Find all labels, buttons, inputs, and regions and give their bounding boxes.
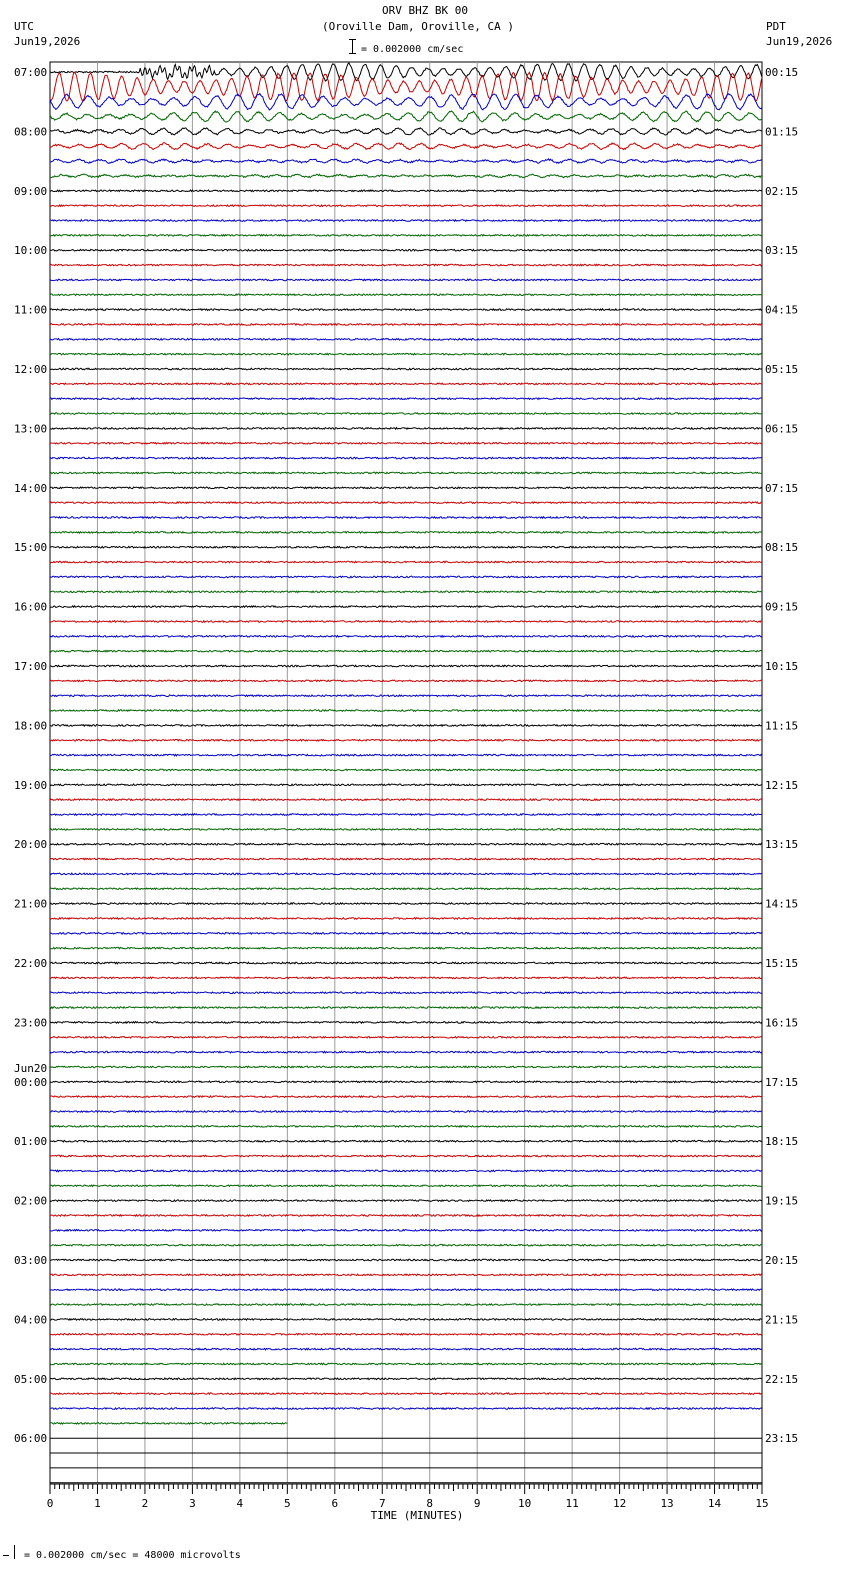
trace-row (50, 472, 762, 474)
pdt-hour-label: 02:15 (765, 184, 799, 198)
trace-row (50, 502, 762, 504)
right-date: Jun19,2026 (766, 35, 833, 48)
x-tick-label: 8 (426, 1497, 434, 1510)
trace-row (50, 413, 762, 415)
utc-hour-label: 15:00 (14, 541, 48, 555)
trace-row (50, 1155, 762, 1157)
pdt-hour-label: 16:15 (765, 1016, 799, 1030)
pdt-hour-label: 00:15 (765, 66, 799, 79)
trace-row (50, 1230, 762, 1232)
utc-hour-label: 06:00 (14, 1432, 48, 1446)
utc-hour-label: 21:00 (14, 897, 48, 911)
trace-row (50, 1066, 762, 1068)
utc-hour-label: 07:00 (14, 66, 48, 79)
utc-hour-label: 09:00 (14, 184, 48, 198)
trace-row (50, 111, 762, 122)
trace-row (50, 1170, 762, 1172)
trace-row (50, 1289, 762, 1291)
trace-row (50, 933, 762, 935)
trace-row (50, 1423, 287, 1425)
utc-hour-label: 11:00 (14, 303, 48, 317)
trace-row (50, 1051, 762, 1053)
trace-row (50, 829, 762, 831)
trace-row (50, 443, 762, 445)
utc-hour-label: 08:00 (14, 125, 48, 139)
trace-row (50, 1304, 762, 1306)
pdt-hour-label: 04:15 (765, 303, 799, 317)
x-tick-label: 10 (518, 1497, 532, 1510)
trace-row (50, 650, 762, 652)
trace-row (50, 143, 762, 150)
footer-scale-icon (14, 1545, 15, 1559)
trace-row (50, 947, 762, 949)
trace-row (50, 784, 762, 786)
x-tick-label: 12 (612, 1497, 627, 1510)
scale-text: = 0.002000 cm/sec (361, 44, 464, 55)
trace-row (50, 1007, 762, 1009)
trace-row (50, 992, 762, 994)
trace-row (50, 457, 762, 459)
trace-row (50, 309, 762, 311)
trace-row (50, 1185, 762, 1187)
trace-row (50, 339, 762, 341)
pdt-hour-label: 05:15 (765, 363, 799, 376)
x-tick-label: 14 (707, 1497, 722, 1510)
x-tick-label: 5 (284, 1497, 291, 1510)
pdt-hour-label: 22:15 (765, 1372, 799, 1386)
pdt-hour-label: 17:15 (765, 1075, 799, 1089)
trace-row (50, 814, 762, 816)
station-location: (Oroville Dam, Oroville, CA ) (321, 20, 515, 33)
trace-row (50, 294, 762, 296)
trace-row (50, 1140, 762, 1142)
utc-hour-label: 22:00 (14, 957, 48, 970)
trace-row (50, 517, 762, 519)
trace-row (50, 754, 762, 756)
x-axis-label: TIME (MINUTES) (370, 1509, 464, 1522)
left-timezone: UTC (14, 20, 34, 33)
trace-row (50, 383, 762, 385)
trace-row (50, 843, 762, 845)
trace-row (50, 190, 762, 192)
pdt-hour-label: 23:15 (765, 1432, 799, 1446)
pdt-hour-label: 19:15 (765, 1194, 799, 1208)
trace-row (50, 63, 762, 81)
utc-hour-label: 18:00 (14, 719, 48, 733)
footer-scale-note: = 0.002000 cm/sec = 48000 microvolts (24, 1550, 241, 1561)
x-tick-label: 13 (660, 1497, 674, 1510)
x-tick-label: 3 (189, 1497, 196, 1510)
trace-row (50, 680, 762, 682)
utc-hour-label: 16:00 (14, 600, 48, 614)
trace-row (50, 977, 762, 979)
plot-frame (50, 62, 762, 1484)
x-tick-label: 2 (141, 1497, 149, 1510)
x-tick-label: 1 (94, 1497, 101, 1510)
utc-hour-label: 19:00 (14, 778, 48, 792)
trace-row (50, 128, 762, 135)
pdt-hour-label: 09:15 (765, 600, 799, 614)
x-tick-label: 4 (236, 1497, 244, 1510)
pdt-hour-label: 14:15 (765, 897, 799, 911)
pdt-hour-label: 07:15 (765, 481, 799, 495)
trace-row (50, 606, 762, 608)
trace-row (50, 665, 762, 667)
pdt-hour-label: 08:15 (765, 541, 799, 555)
trace-row (50, 621, 762, 623)
trace-row (50, 1096, 762, 1098)
trace-row (50, 353, 762, 355)
trace-row (50, 264, 762, 266)
trace-row (50, 279, 762, 281)
trace-row (50, 888, 762, 890)
trace-row (50, 1348, 762, 1350)
trace-row (50, 1319, 762, 1321)
trace-row (50, 918, 762, 920)
trace-row (50, 205, 762, 207)
trace-row (50, 591, 762, 593)
trace-row (50, 1274, 762, 1276)
trace-row (50, 740, 762, 742)
trace-row (50, 636, 762, 638)
trace-row (50, 1200, 762, 1202)
utc-hour-label: 20:00 (14, 838, 48, 852)
right-timezone: PDT (766, 20, 786, 33)
trace-row (50, 710, 762, 712)
utc-hour-label: 12:00 (14, 363, 48, 376)
pdt-hour-label: 03:15 (765, 244, 799, 258)
trace-row (50, 576, 762, 578)
trace-row (50, 324, 762, 326)
trace-row (50, 368, 762, 370)
trace-row (50, 1111, 762, 1113)
x-tick-label: 7 (378, 1497, 386, 1510)
trace-row (50, 1363, 762, 1365)
pdt-hour-label: 20:15 (765, 1254, 799, 1267)
utc-hour-label: 10:00 (14, 244, 48, 258)
trace-row (50, 1022, 762, 1024)
trace-row (50, 1037, 762, 1039)
left-date: Jun19,2026 (14, 35, 81, 48)
x-tick-label: 11 (565, 1497, 579, 1510)
footer-mark (3, 1555, 9, 1556)
pdt-hour-label: 01:15 (765, 125, 799, 139)
pdt-hour-label: 06:15 (765, 422, 799, 436)
pdt-hour-label: 15:15 (765, 957, 799, 970)
trace-row (50, 695, 762, 697)
trace-row (50, 1126, 762, 1128)
trace-row (50, 725, 762, 727)
x-tick-label: 9 (473, 1497, 481, 1510)
trace-row (50, 398, 762, 400)
trace-row (50, 1215, 762, 1217)
utc-hour-label: 01:00 (14, 1135, 48, 1149)
date-change-label: Jun20 (14, 1061, 48, 1075)
pdt-hour-label: 12:15 (765, 778, 799, 792)
x-tick-label: 6 (331, 1497, 339, 1510)
pdt-hour-label: 11:15 (765, 719, 799, 733)
trace-row (50, 858, 762, 860)
trace-row (50, 159, 762, 164)
utc-hour-label: 23:00 (14, 1016, 48, 1030)
trace-row (50, 873, 762, 875)
trace-row (50, 249, 762, 251)
station-title: ORV BHZ BK 00 (381, 4, 469, 17)
trace-row (50, 428, 762, 430)
trace-row (50, 1378, 762, 1380)
x-tick-label: 15 (755, 1497, 769, 1510)
trace-row (50, 1259, 762, 1261)
trace-row (50, 799, 762, 801)
trace-row (50, 174, 762, 178)
trace-row (50, 220, 762, 222)
utc-hour-label: 00:00 (14, 1075, 48, 1089)
trace-row (50, 1408, 762, 1410)
utc-hour-label: 04:00 (14, 1313, 48, 1327)
utc-hour-label: 14:00 (14, 481, 48, 495)
trace-row (50, 1081, 762, 1083)
utc-hour-label: 05:00 (14, 1372, 48, 1386)
pdt-hour-label: 10:15 (765, 660, 799, 673)
trace-row (50, 1244, 762, 1246)
utc-hour-label: 03:00 (14, 1254, 48, 1267)
trace-row (50, 487, 762, 489)
trace-row (50, 546, 762, 548)
trace-row (50, 94, 762, 111)
utc-hour-label: 13:00 (14, 422, 48, 436)
pdt-hour-label: 21:15 (765, 1313, 799, 1327)
trace-row (50, 903, 762, 905)
trace-row (50, 235, 762, 237)
pdt-hour-label: 18:15 (765, 1135, 799, 1149)
utc-hour-label: 17:00 (14, 660, 48, 673)
trace-row (50, 532, 762, 534)
utc-hour-label: 02:00 (14, 1194, 48, 1208)
trace-row (50, 561, 762, 563)
trace-row (50, 962, 762, 964)
trace-row (50, 1334, 762, 1336)
x-tick-label: 0 (46, 1497, 54, 1510)
trace-row (50, 1393, 762, 1395)
trace-row (50, 769, 762, 771)
pdt-hour-label: 13:15 (765, 838, 799, 852)
